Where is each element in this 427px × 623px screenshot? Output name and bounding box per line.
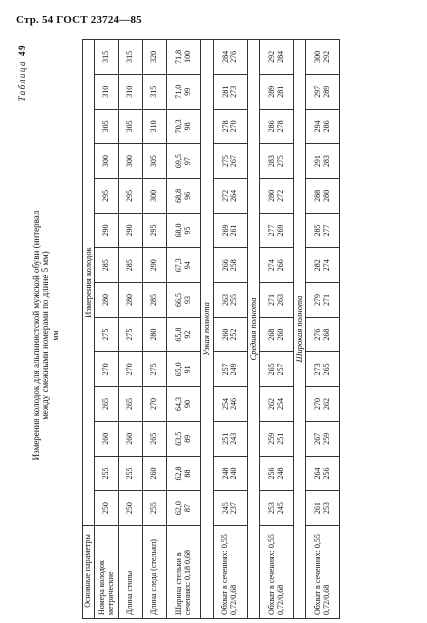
row-obhvat-1-value: 278 — [275, 120, 285, 133]
page-header: Стр. 54 ГОСТ 23724—85 — [16, 14, 142, 26]
row-nomera-cell: 255 — [95, 456, 119, 491]
row-nomera-cell: 280 — [95, 283, 119, 318]
row-dlina-sleda-label: Длина следа (стелькп) — [143, 526, 167, 619]
row-obhvat-0-cell — [213, 213, 247, 248]
row-shirina-value: 68,0 — [174, 223, 184, 238]
row-obhvat-1-label: Обхват в сечениях: 0,55 0,72/0,68 — [260, 526, 294, 619]
row-dlina-stopy-cell: 265 — [119, 387, 143, 422]
row-obhvat-2-value: 280 — [321, 189, 331, 202]
row-nomera-cell: 310 — [95, 74, 119, 109]
row-obhvat-0-cell — [213, 387, 247, 422]
row-dlina-sleda-cell: 295 — [143, 213, 167, 248]
row-obhvat-0-value: 276 — [229, 50, 239, 63]
row-obhvat-0-cell — [213, 283, 247, 318]
row-obhvat-1-cell — [260, 491, 294, 526]
row-obhvat-0-value: 237 — [229, 502, 239, 515]
section-title: Средняя полнота — [247, 39, 259, 618]
row-obhvat-1-value: 262 — [267, 398, 277, 411]
row-obhvat-0-value: 281 — [220, 85, 230, 98]
row-shirina-cell — [167, 421, 201, 456]
row-obhvat-1-value: 269 — [275, 224, 285, 237]
row-shirina-value: 63,5 — [174, 431, 184, 446]
row-obhvat-0-cell — [213, 352, 247, 387]
row-obhvat-2-cell — [306, 456, 340, 491]
row-obhvat-0-cell — [213, 144, 247, 179]
table-label-word: Таблица — [17, 60, 27, 102]
row-obhvat-0-cell — [213, 421, 247, 456]
row-obhvat-0-cell — [213, 39, 247, 74]
row-obhvat-0-value: 248 — [220, 467, 230, 480]
row-shirina-value: 100 — [182, 50, 192, 63]
row-obhvat-1-value: 283 — [267, 155, 277, 168]
row-obhvat-1-cell — [260, 248, 294, 283]
row-shirina-value: 71,0 — [174, 84, 184, 99]
row-shirina-value: 90 — [182, 400, 192, 409]
row-dlina-stopy-cell: 295 — [119, 178, 143, 213]
row-dlina-stopy-cell: 255 — [119, 456, 143, 491]
row-nomera-cell: 295 — [95, 178, 119, 213]
row-obhvat-1-value: 292 — [267, 50, 277, 63]
row-obhvat-0-value: 252 — [229, 328, 239, 341]
row-obhvat-1-value: 260 — [275, 328, 285, 341]
row-shirina-value: 67,3 — [174, 258, 184, 273]
row-obhvat-2-value: 285 — [313, 224, 323, 237]
row-shirina-value: 87 — [182, 504, 192, 513]
row-obhvat-2-value: 300 — [313, 50, 323, 63]
row-nomera-cell: 250 — [95, 491, 119, 526]
row-obhvat-0-value: 273 — [229, 85, 239, 98]
row-obhvat-0-value: 245 — [220, 502, 230, 515]
row-shirina-cell — [167, 317, 201, 352]
row-obhvat-1-value: 259 — [267, 432, 277, 445]
row-shirina-value: 88 — [182, 469, 192, 478]
row-obhvat-1-cell — [260, 144, 294, 179]
row-obhvat-1-cell — [260, 213, 294, 248]
row-shirina-cell — [167, 74, 201, 109]
row-obhvat-2-value: 271 — [321, 293, 331, 306]
row-nomera-cell: 300 — [95, 144, 119, 179]
table-title — [32, 80, 61, 591]
row-dlina-sleda-cell: 315 — [143, 74, 167, 109]
rotated-table-block — [14, 40, 412, 619]
row-obhvat-1-value: 280 — [267, 189, 277, 202]
table-title-line2: между смежными номерами по длине 5 мм) — [40, 251, 51, 420]
row-shirina-cell — [167, 456, 201, 491]
row-obhvat-2-cell — [306, 144, 340, 179]
row-dlina-sleda-cell: 310 — [143, 109, 167, 144]
row-obhvat-0-value: 266 — [220, 259, 230, 272]
row-obhvat-2-value: 294 — [313, 120, 323, 133]
row-obhvat-1-value: 257 — [275, 363, 285, 376]
row-obhvat-2 — [306, 39, 340, 618]
row-obhvat-0-cell — [213, 178, 247, 213]
row-obhvat-1-value: 286 — [267, 120, 277, 133]
row-shirina-value: 92 — [182, 330, 192, 339]
row-obhvat-1-value: 245 — [275, 502, 285, 515]
row-obhvat-2-value: 291 — [313, 155, 323, 168]
row-obhvat-2-value: 261 — [313, 502, 323, 515]
row-obhvat-2-value: 264 — [313, 467, 323, 480]
row-nomera-cell: 290 — [95, 213, 119, 248]
row-obhvat-1-cell — [260, 109, 294, 144]
row-obhvat-2-value: 288 — [313, 189, 323, 202]
row-dlina-stopy-label: Длина стопы — [119, 526, 143, 619]
row-obhvat-0-value: 251 — [220, 432, 230, 445]
row-obhvat-1-value: 263 — [275, 293, 285, 306]
row-obhvat-0-cell — [213, 74, 247, 109]
row-nomera — [95, 39, 119, 618]
row-nomera-cell: 270 — [95, 352, 119, 387]
row-dlina-stopy-cell: 315 — [119, 39, 143, 74]
row-obhvat-0-value: 240 — [229, 467, 239, 480]
row-obhvat-2-cell — [306, 213, 340, 248]
row-dlina-stopy-cell: 260 — [119, 421, 143, 456]
row-dlina-stopy-cell: 310 — [119, 74, 143, 109]
row-obhvat-2-value: 279 — [313, 293, 323, 306]
row-dlina-stopy-cell: 250 — [119, 491, 143, 526]
row-shirina-value: 96 — [182, 191, 192, 200]
row-nomera-cell: 315 — [95, 39, 119, 74]
row-obhvat-2-cell — [306, 74, 340, 109]
row-obhvat-1-cell — [260, 421, 294, 456]
row-obhvat-2-value: 273 — [313, 363, 323, 376]
row-nomera-cell: 305 — [95, 109, 119, 144]
header-measures: Измерения колодок — [83, 39, 95, 525]
row-obhvat-2-value: 282 — [313, 259, 323, 272]
row-shirina-value: 98 — [182, 122, 192, 131]
row-obhvat-1-cell — [260, 74, 294, 109]
row-obhvat-0-cell — [213, 248, 247, 283]
row-obhvat-2-value: 274 — [321, 259, 331, 272]
row-obhvat-2-value: 289 — [321, 85, 331, 98]
row-obhvat-0-value: 254 — [220, 398, 230, 411]
row-obhvat-1-value: 274 — [267, 259, 277, 272]
row-obhvat-0-value: 261 — [229, 224, 239, 237]
row-dlina-sleda-cell: 300 — [143, 178, 167, 213]
row-dlina-sleda — [143, 39, 167, 618]
row-obhvat-1-value: 268 — [267, 328, 277, 341]
row-obhvat-1-value: 281 — [275, 85, 285, 98]
row-obhvat-2-label: Обхват в сечениях: 0,55 0,72/0,68 — [306, 526, 340, 619]
row-obhvat-1-value: 277 — [267, 224, 277, 237]
row-shirina-value: 99 — [182, 87, 192, 96]
row-shirina-value: 95 — [182, 226, 192, 235]
row-obhvat-1-value: 251 — [275, 432, 285, 445]
row-shirina-cell — [167, 387, 201, 422]
row-nomera-cell: 265 — [95, 387, 119, 422]
row-shirina-cell — [167, 352, 201, 387]
row-obhvat-2-value: 276 — [313, 328, 323, 341]
row-obhvat-0-value: 260 — [220, 328, 230, 341]
row-shirina-value: 62,0 — [174, 501, 184, 516]
row-shirina-cell — [167, 248, 201, 283]
row-obhvat-2-cell — [306, 178, 340, 213]
measurements-table — [82, 39, 340, 619]
section-row — [247, 39, 259, 618]
row-obhvat-2-cell — [306, 421, 340, 456]
row-obhvat-1-value: 289 — [267, 85, 277, 98]
row-dlina-stopy — [119, 39, 143, 618]
row-obhvat-1-value: 271 — [267, 293, 277, 306]
row-dlina-stopy-cell: 270 — [119, 352, 143, 387]
row-shirina-value: 66,5 — [174, 292, 184, 307]
row-obhvat-0-cell — [213, 109, 247, 144]
row-obhvat-2-value: 297 — [313, 85, 323, 98]
row-obhvat-0-value: 269 — [220, 224, 230, 237]
row-dlina-stopy-cell: 280 — [119, 283, 143, 318]
section-row — [294, 39, 306, 618]
row-shirina-value: 71,8 — [174, 49, 184, 64]
row-obhvat-1-cell — [260, 456, 294, 491]
row-obhvat-2-value: 267 — [313, 432, 323, 445]
row-shirina-value: 91 — [182, 365, 192, 374]
row-shirina-cell — [167, 178, 201, 213]
row-shirina-label: Ширина стельки в сечениях: 0,18 0,68 — [167, 526, 201, 619]
row-dlina-sleda-cell: 260 — [143, 456, 167, 491]
row-shirina-value: 68,8 — [174, 188, 184, 203]
row-obhvat-1-value: 275 — [275, 155, 285, 168]
row-obhvat-2-cell — [306, 317, 340, 352]
row-dlina-stopy-cell: 300 — [119, 144, 143, 179]
row-obhvat-2-value: 270 — [313, 398, 323, 411]
row-obhvat-1-value: 248 — [275, 467, 285, 480]
row-shirina-cell — [167, 39, 201, 74]
row-obhvat-1-value: 256 — [267, 467, 277, 480]
row-shirina-value: 97 — [182, 157, 192, 166]
row-obhvat-2-value: 286 — [321, 120, 331, 133]
row-obhvat-2-cell — [306, 248, 340, 283]
row-obhvat-1 — [260, 39, 294, 618]
row-nomera-label: Номера колодок метрические — [95, 526, 119, 619]
row-obhvat-0-value: 264 — [229, 189, 239, 202]
row-shirina-value: 94 — [182, 261, 192, 270]
row-shirina-cell — [167, 144, 201, 179]
row-obhvat-2-cell — [306, 283, 340, 318]
row-obhvat-0-value: 284 — [220, 50, 230, 63]
row-obhvat-0-value: 275 — [220, 155, 230, 168]
row-obhvat-1-value: 266 — [275, 259, 285, 272]
row-obhvat-1-value: 284 — [275, 50, 285, 63]
row-obhvat-2-cell — [306, 109, 340, 144]
row-obhvat-2-cell — [306, 491, 340, 526]
row-dlina-sleda-cell: 285 — [143, 283, 167, 318]
row-obhvat-0-value: 278 — [220, 120, 230, 133]
header-param: Основные параметры — [83, 526, 95, 619]
row-shirina-cell — [167, 109, 201, 144]
row-obhvat-2-value: 265 — [321, 363, 331, 376]
row-obhvat-0-value: 246 — [229, 398, 239, 411]
row-obhvat-2-value: 262 — [321, 398, 331, 411]
header-row — [83, 39, 95, 618]
row-dlina-sleda-cell: 265 — [143, 421, 167, 456]
row-obhvat-1-cell — [260, 178, 294, 213]
row-obhvat-2-cell — [306, 387, 340, 422]
row-obhvat-0-value: 257 — [220, 363, 230, 376]
table-unit: мм — [50, 330, 60, 341]
row-shirina-value: 70,3 — [174, 119, 184, 134]
row-obhvat-2-cell — [306, 39, 340, 74]
row-dlina-stopy-cell: 275 — [119, 317, 143, 352]
table-title-line1: Измерения колодок для альпинистской мужской обуви (интервал — [31, 210, 41, 461]
row-shirina-value: 89 — [182, 434, 192, 443]
row-obhvat-0-value: 255 — [229, 293, 239, 306]
row-shirina-value: 69,5 — [174, 154, 184, 169]
row-dlina-sleda-cell: 255 — [143, 491, 167, 526]
row-dlina-sleda-cell: 320 — [143, 39, 167, 74]
row-obhvat-0-cell — [213, 317, 247, 352]
row-obhvat-2-value: 259 — [321, 432, 331, 445]
row-dlina-sleda-cell: 290 — [143, 248, 167, 283]
row-dlina-stopy-cell: 305 — [119, 109, 143, 144]
row-shirina-value: 62,8 — [174, 466, 184, 481]
row-nomera-cell: 285 — [95, 248, 119, 283]
row-obhvat-0-value: 243 — [229, 432, 239, 445]
row-dlina-sleda-cell: 275 — [143, 352, 167, 387]
row-obhvat-1-value: 254 — [275, 398, 285, 411]
row-obhvat-0-value: 263 — [220, 293, 230, 306]
row-dlina-stopy-cell: 290 — [119, 213, 143, 248]
row-obhvat-2-value: 268 — [321, 328, 331, 341]
row-shirina-value: 64,3 — [174, 397, 184, 412]
row-nomera-cell: 260 — [95, 421, 119, 456]
row-obhvat-0 — [213, 39, 247, 618]
row-shirina-cell — [167, 213, 201, 248]
row-dlina-stopy-cell: 285 — [119, 248, 143, 283]
row-obhvat-0-value: 272 — [220, 189, 230, 202]
row-obhvat-1-value: 265 — [267, 363, 277, 376]
row-obhvat-2-value: 256 — [321, 467, 331, 480]
row-obhvat-1-value: 253 — [267, 502, 277, 515]
row-shirina — [167, 39, 201, 618]
row-obhvat-1-cell — [260, 387, 294, 422]
row-obhvat-1-cell — [260, 317, 294, 352]
row-obhvat-1-cell — [260, 39, 294, 74]
row-obhvat-0-cell — [213, 491, 247, 526]
row-obhvat-0-value: 258 — [229, 259, 239, 272]
row-shirina-value: 93 — [182, 295, 192, 304]
row-obhvat-2-value: 283 — [321, 155, 331, 168]
table-label — [18, 44, 28, 102]
row-obhvat-0-value: 267 — [229, 155, 239, 168]
row-shirina-cell — [167, 491, 201, 526]
row-dlina-sleda-cell: 270 — [143, 387, 167, 422]
row-obhvat-2-value: 253 — [321, 502, 331, 515]
row-dlina-sleda-cell: 305 — [143, 144, 167, 179]
row-obhvat-0-label: Обхват в сечениях: 0,55 0,72/0,68 — [213, 526, 247, 619]
row-shirina-value: 65,8 — [174, 327, 184, 342]
row-obhvat-2-value: 277 — [321, 224, 331, 237]
row-obhvat-1-cell — [260, 283, 294, 318]
row-obhvat-2-value: 292 — [321, 50, 331, 63]
row-obhvat-0-value: 270 — [229, 120, 239, 133]
section-title: Узкая полнота — [201, 39, 213, 618]
row-obhvat-2-cell — [306, 352, 340, 387]
row-dlina-sleda-cell: 280 — [143, 317, 167, 352]
row-obhvat-0-value: 249 — [229, 363, 239, 376]
row-obhvat-1-cell — [260, 352, 294, 387]
row-shirina-cell — [167, 283, 201, 318]
section-row — [201, 39, 213, 618]
row-shirina-value: 65,0 — [174, 362, 184, 377]
section-title: Широкая полнота — [294, 39, 306, 618]
row-nomera-cell: 275 — [95, 317, 119, 352]
table-number: 49 — [17, 44, 27, 56]
row-obhvat-0-cell — [213, 456, 247, 491]
row-obhvat-1-value: 272 — [275, 189, 285, 202]
